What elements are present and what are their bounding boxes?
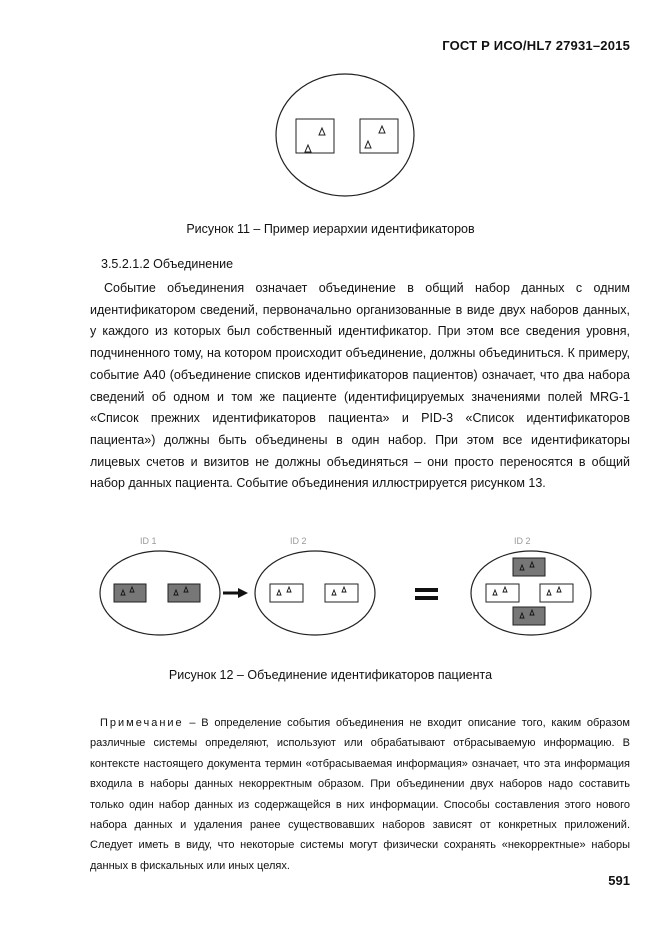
triangle-icon xyxy=(319,128,325,135)
record-box-white xyxy=(270,584,303,602)
page-number: 591 xyxy=(608,873,630,888)
record-box-white xyxy=(540,584,573,602)
equals-icon xyxy=(415,588,438,600)
triangle-icon xyxy=(379,126,385,133)
document-header: ГОСТ Р ИСО/HL7 27931–2015 xyxy=(442,38,630,53)
note-block xyxy=(90,713,630,876)
id-label-3: ID 2 xyxy=(514,536,531,546)
outer-ellipse xyxy=(276,74,414,196)
note-label: Примечание xyxy=(100,717,184,729)
section-heading: 3.5.2.1.2 Объединение xyxy=(101,257,234,271)
merged-patient-set xyxy=(471,551,591,635)
record-box-left xyxy=(296,119,334,153)
patient-set-1 xyxy=(100,551,220,635)
patient-set-2 xyxy=(255,551,375,635)
note-text: – В определение события объединения не входит описание того, каким образом различные системы определяют, используют или обрабатывают отбрасываемую информацию. В контексте настоящего документа термин «отбрасываемая информация» означает, что эта информация входила в наборы данных некорректным образом. При объединении двух наборов надо составить только один набор данных из содержащейся в них информации. Способы составления этого нового набора данных и удаления ранее существовавших наборов зависят от конкретных приложений. Следует иметь в виду, что некоторые системы могут физически сохранять «некорректные» наборы данных в фискальных или иных целях. xyxy=(90,717,630,872)
record-box-white xyxy=(325,584,358,602)
id-label-2: ID 2 xyxy=(290,536,307,546)
record-box-grey xyxy=(513,607,545,625)
id-label-1: ID 1 xyxy=(140,536,157,546)
record-box-grey xyxy=(168,584,200,602)
record-box-white xyxy=(486,584,519,602)
figure-11-caption: Рисунок 11 – Пример иерархии идентификаторов xyxy=(186,222,475,236)
triangle-icon xyxy=(305,145,311,152)
section-paragraph: Событие объединения означает объединение в общий набор данных с одним идентификатором сведений, первоначально организованные в виде двух наборов данных, у каждого из которых был собственный идентификатор. При этом все сведения уровня, подчиненного тому, на котором происходит объединение, должны объединиться. К примеру, событие А40 (объединение списков идентификаторов пациентов) означает, что два набора сведений об одном и том же пациенте (идентифицируемых значениями полей MRG-1 «Список прежних идентификаторов пациента» и PID-3 «Список идентификаторов пациента») должны быть объединены в один набор. При этом все идентификаторы лицевых счетов и визитов не должны объединяться – они просто переносятся в общий набор данных пациента. Событие объединения иллюстрируется рисунком 13. xyxy=(90,281,630,491)
record-box-right xyxy=(360,119,398,153)
record-box-grey xyxy=(513,558,545,576)
figure-11-diagram xyxy=(270,70,420,200)
triangle-icon xyxy=(365,141,371,148)
figure-12-caption: Рисунок 12 – Объединение идентификаторов пациента xyxy=(168,668,493,682)
figure-12-diagram xyxy=(90,530,610,660)
record-box-grey xyxy=(114,584,146,602)
arrow-right-icon xyxy=(223,588,248,598)
